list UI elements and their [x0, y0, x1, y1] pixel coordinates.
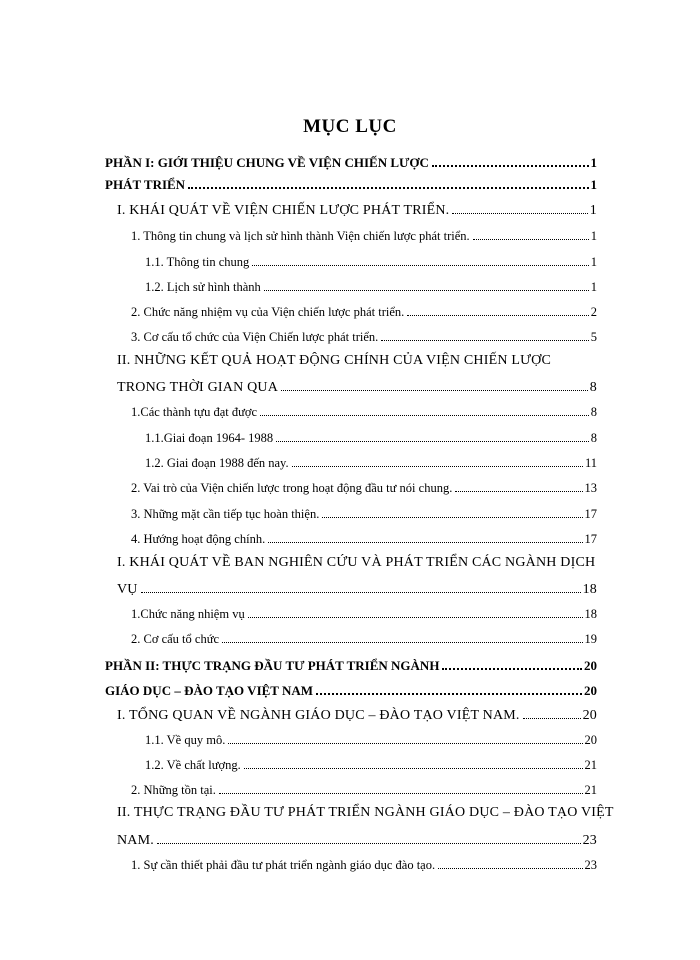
toc-leader [244, 757, 583, 769]
toc-page-number: 20 [584, 683, 597, 698]
toc-entry[interactable] [131, 329, 597, 345]
toc-entry-text: 1. Thông tin chung và lịch sử hình thành Viện chiến lược phát triển. [131, 229, 470, 243]
toc-entry-text: 1.2. Giai đoạn 1988 đến nay. [145, 456, 289, 470]
toc-leader [523, 707, 581, 719]
toc-entry[interactable] [105, 657, 597, 674]
toc-leader [252, 254, 588, 266]
toc-page-number: 1 [590, 280, 597, 294]
toc-page-number: 23 [582, 833, 597, 848]
toc-leader [157, 832, 581, 844]
toc-entry[interactable] [131, 506, 597, 522]
toc-entry-text: 1.Các thành tựu đạt được [131, 405, 258, 419]
toc-page-number: 21 [584, 783, 597, 797]
toc-entry[interactable] [117, 202, 597, 219]
toc-entry[interactable] [105, 176, 597, 193]
toc-entry-text: GIÁO DỤC – ĐÀO TẠO VIỆT NAM [105, 683, 314, 698]
toc-leader [381, 329, 589, 341]
toc-leader [316, 682, 582, 695]
toc-entry[interactable] [145, 732, 597, 748]
toc-entry-text: 1.2. Về chất lượng. [145, 758, 241, 772]
toc-entry-text: PHẦN I: GIỚI THIỆU CHUNG VỀ VIỆN CHIẾN LƯỢC [105, 155, 429, 170]
toc-leader [141, 581, 581, 593]
toc-entry[interactable] [131, 857, 597, 873]
toc-leader [442, 657, 582, 670]
toc-page-number: 1 [590, 255, 597, 269]
toc-page-number: 13 [584, 481, 597, 495]
toc-entry-text: TRONG THỜI GIAN QUA [117, 380, 279, 395]
toc-entry[interactable] [117, 707, 597, 724]
toc-page-number: 17 [584, 532, 597, 546]
toc-page-number: 23 [584, 858, 597, 872]
toc-page-number: 8 [590, 431, 597, 445]
toc-page-number: 17 [584, 507, 597, 521]
toc-leader [438, 857, 582, 869]
toc-entry[interactable] [131, 531, 597, 547]
toc-page-number: 19 [584, 632, 597, 646]
toc-entry[interactable] [105, 154, 597, 171]
toc-leader [407, 304, 588, 316]
page-title: MỤC LỤC [303, 116, 397, 137]
toc-leader [281, 379, 588, 391]
toc-page-number: 20 [584, 733, 597, 747]
toc-entry-text: 2. Những tồn tại. [131, 783, 216, 797]
toc-entry-text[interactable]: I. KHÁI QUÁT VỀ BAN NGHIÊN CỨU VÀ PHÁT TRIỂN CÁC NGÀNH DỊCH [117, 555, 596, 570]
toc-entry[interactable] [131, 480, 597, 496]
toc-leader [268, 531, 582, 543]
toc-entry-text: 1. Sự cần thiết phải đầu tư phát triển ngành giáo dục đào tạo. [131, 858, 436, 872]
toc-leader [260, 404, 589, 416]
toc-entry[interactable] [131, 782, 597, 798]
toc-leader [228, 732, 582, 744]
toc-page-number: 1 [590, 177, 597, 192]
toc-page-number: 20 [584, 658, 597, 673]
toc-entry-text: 1.1. Về quy mô. [145, 733, 226, 747]
toc-leader [452, 202, 587, 214]
toc-entry[interactable] [131, 631, 597, 647]
toc-entry[interactable] [131, 606, 597, 622]
toc-entry[interactable] [145, 430, 597, 446]
toc-entry-text: 2. Cơ cấu tổ chức [131, 632, 220, 646]
toc-page-number: 5 [590, 330, 597, 344]
toc-entry-text: 1.1.Giai đoạn 1964- 1988 [145, 431, 274, 445]
toc-entry[interactable] [105, 682, 597, 699]
toc-entry-text: 1.Chức năng nhiệm vụ [131, 607, 245, 621]
toc-entry-text: PHẦN II: THỰC TRẠNG ĐẦU TƯ PHÁT TRIỂN NGÀNH [105, 658, 440, 673]
toc-entry-text: 1.2. Lịch sử hình thành [145, 280, 261, 294]
toc-page-number: 18 [584, 607, 597, 621]
toc-page-number: 20 [582, 708, 597, 723]
toc-entry[interactable] [145, 455, 597, 471]
toc-page-number: 21 [584, 758, 597, 772]
toc-entry-text: 3. Những mặt cần tiếp tục hoàn thiện. [131, 507, 320, 521]
toc-page-number: 8 [590, 405, 597, 419]
toc-entry[interactable] [145, 757, 597, 773]
toc-entry[interactable] [131, 404, 597, 420]
toc-leader [276, 430, 589, 442]
toc-entry-text: 4. Hướng hoạt động chính. [131, 532, 266, 546]
toc-entry-text: 1.1. Thông tin chung [145, 255, 250, 269]
toc-entry-text: I. TỔNG QUAN VỀ NGÀNH GIÁO DỤC – ĐÀO TẠO VIỆT NAM. [117, 708, 520, 723]
toc-entry[interactable] [117, 379, 597, 396]
toc-page-number: 2 [590, 305, 597, 319]
toc-leader [248, 606, 583, 618]
toc-entry[interactable] [145, 254, 597, 270]
toc-leader [473, 228, 589, 240]
toc-leader [455, 480, 582, 492]
toc-entry[interactable] [131, 228, 597, 244]
toc-page-number: 8 [589, 380, 597, 395]
toc-entry-text[interactable]: II. THỰC TRẠNG ĐẦU TƯ PHÁT TRIỂN NGÀNH GIÁO DỤC – ĐÀO TẠO VIỆT [117, 805, 614, 820]
toc-page-number: 1 [590, 155, 597, 170]
toc-leader [432, 154, 589, 167]
toc-entry[interactable] [145, 279, 597, 295]
toc-page-number: 1 [590, 229, 597, 243]
toc-leader [322, 506, 582, 518]
toc-leader [222, 631, 582, 643]
toc-entry-text: VỤ [117, 582, 138, 597]
toc-page-number: 1 [589, 203, 597, 218]
toc-entry-text: NAM. [117, 833, 154, 848]
toc-leader [188, 176, 588, 189]
toc-page-number: 18 [582, 582, 597, 597]
toc-leader [264, 279, 589, 291]
toc-entry-text: PHÁT TRIỂN [105, 177, 186, 192]
toc-entry[interactable] [131, 304, 597, 320]
toc-entry[interactable] [117, 581, 597, 598]
toc-entry-text: I. KHÁI QUÁT VỀ VIỆN CHIẾN LƯỢC PHÁT TRIỂN. [117, 203, 450, 218]
toc-page-number: 11 [584, 456, 597, 470]
toc-entry-text: 2. Chức năng nhiệm vụ của Viện chiến lược phát triển. [131, 305, 405, 319]
toc-leader [219, 782, 583, 794]
toc-leader [292, 455, 583, 467]
toc-entry-text[interactable]: II. NHỮNG KẾT QUẢ HOẠT ĐỘNG CHÍNH CỦA VIỆN CHIẾN LƯỢC [117, 353, 552, 368]
toc-entry[interactable] [117, 832, 597, 849]
toc-entry-text: 2. Vai trò của Viện chiến lược trong hoạt động đầu tư nói chung. [131, 481, 453, 495]
toc-entry-text: 3. Cơ cấu tổ chức của Viện Chiến lược phát triển. [131, 330, 379, 344]
